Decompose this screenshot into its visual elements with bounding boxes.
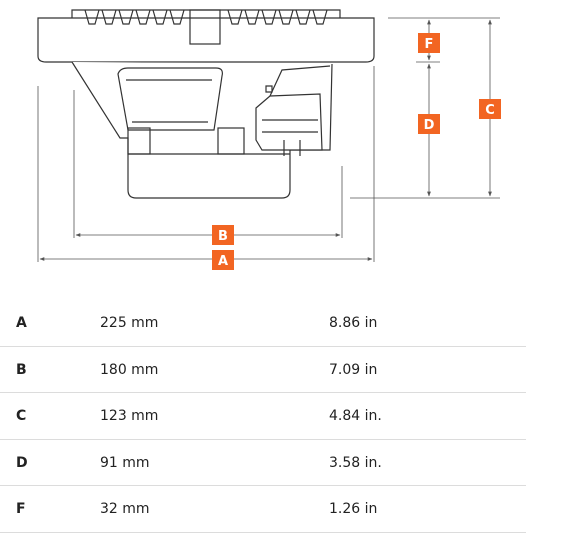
row-mm: 180 mm xyxy=(100,361,159,378)
row-mm: 123 mm xyxy=(100,408,159,424)
row-inch: 7.09 in xyxy=(329,361,378,378)
tag-a xyxy=(212,250,234,270)
table-row xyxy=(0,393,526,440)
svg-text:A: A xyxy=(217,254,229,269)
table-row xyxy=(0,347,526,394)
row-letter: F xyxy=(16,501,26,517)
row-letter: B xyxy=(16,361,27,378)
table-row xyxy=(0,486,526,533)
tag-d xyxy=(418,114,440,134)
table-row xyxy=(0,440,526,487)
speaker-side-profile xyxy=(38,10,374,198)
tag-c xyxy=(479,99,501,119)
row-letter: A xyxy=(16,315,27,331)
row-inch: 4.84 in. xyxy=(329,408,382,424)
row-inch: 1.26 in xyxy=(329,501,378,517)
tag-b xyxy=(212,225,234,245)
speaker-grille-top xyxy=(72,10,340,18)
speaker-terminal xyxy=(256,94,322,150)
row-mm: 225 mm xyxy=(100,315,159,331)
row-mm: 91 mm xyxy=(100,454,150,471)
svg-text:D: D xyxy=(423,118,435,133)
row-inch: 8.86 in xyxy=(329,315,378,331)
row-inch: 3.58 in. xyxy=(329,454,382,471)
row-letter: C xyxy=(16,408,27,424)
svg-text:F: F xyxy=(424,37,434,52)
table-row xyxy=(0,300,526,347)
svg-text:B: B xyxy=(218,229,228,244)
dimensions-table xyxy=(0,300,526,533)
svg-text:C: C xyxy=(485,103,495,118)
speaker-frame xyxy=(38,18,374,62)
row-letter: D xyxy=(16,454,28,471)
tag-f xyxy=(418,33,440,53)
row-mm: 32 mm xyxy=(100,501,150,517)
